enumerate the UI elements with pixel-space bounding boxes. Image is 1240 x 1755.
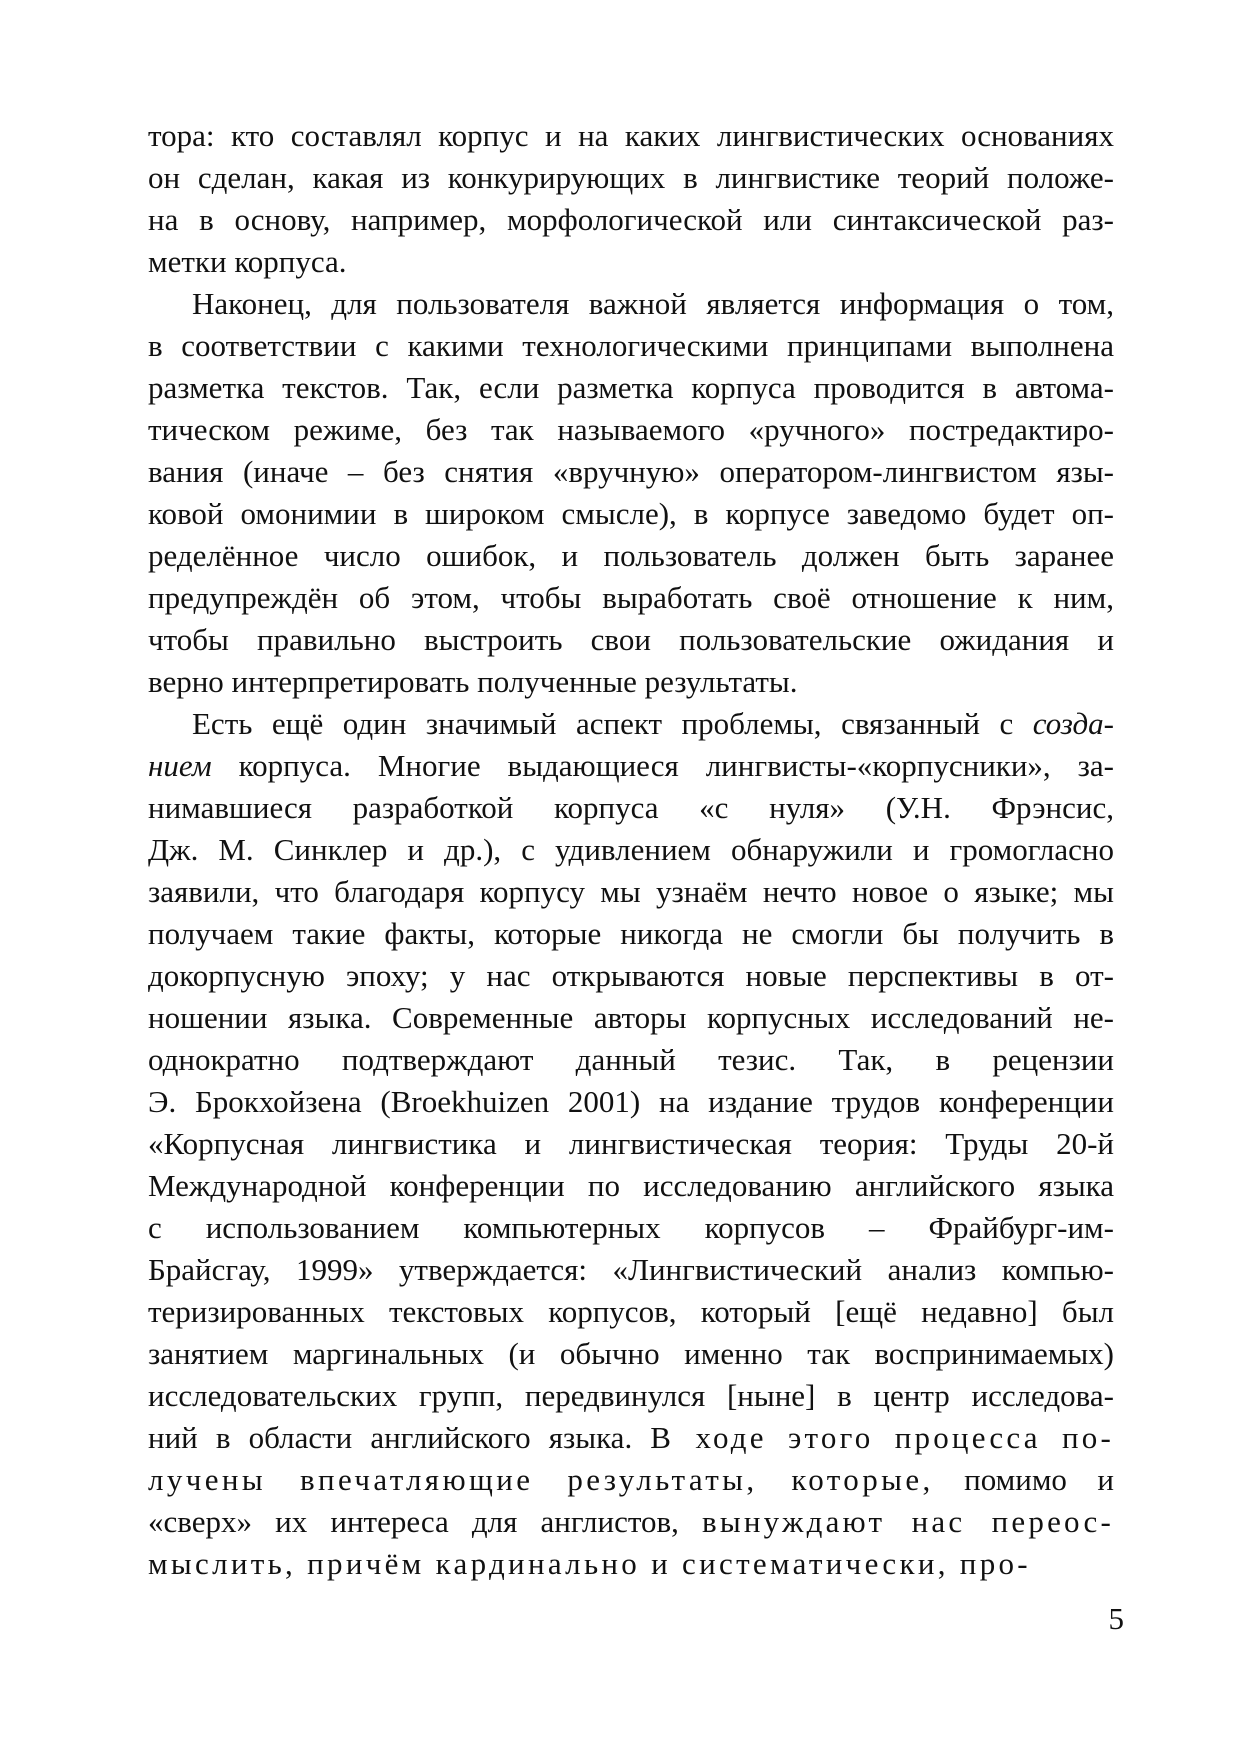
- text-line: [148, 1501, 1114, 1543]
- text-line: занятием маргинальных (и обычно именно так воспринимаемых): [148, 1336, 1114, 1371]
- text-line: верно интерпретировать полученные результаты.: [148, 664, 798, 699]
- spaced-text: вынуждают нас переос-: [702, 1504, 1114, 1539]
- text-line: [148, 1417, 1114, 1459]
- text-line: [148, 745, 1114, 787]
- paragraph-first-line: [148, 703, 1114, 745]
- text-line: ковой омонимии в широком смысле), в корпусе заведомо будет оп-: [148, 496, 1114, 531]
- text-line: Э. Брокхойзена (Broekhuizen 2001) на издание трудов конференции: [148, 1084, 1114, 1119]
- line-text: «сверх» их интереса для англистов,: [148, 1504, 703, 1539]
- text-line: исследовательских групп, передвинулся [ныне] в центр исследова-: [148, 1378, 1114, 1413]
- text-line: [148, 1543, 1114, 1585]
- page-number: 5: [1108, 1601, 1124, 1636]
- text-line: ределённое число ошибок, и пользователь должен быть заранее: [148, 538, 1114, 573]
- spaced-text: мыслить, причём кардинально и систематически, про-: [148, 1546, 1031, 1581]
- text-line: ношении языка. Современные авторы корпусных исследований не-: [148, 1000, 1114, 1035]
- text-line: Дж. М. Синклер и др.), с удивлением обнаружили и громогласно: [148, 832, 1114, 867]
- text-line: получаем такие факты, которые никогда не смогли бы получить в: [148, 916, 1114, 951]
- text-line: чтобы правильно выстроить свои пользовательские ожидания и: [148, 622, 1114, 657]
- text-line: [148, 1459, 1114, 1501]
- spaced-text: В ходе этого процесса по-: [650, 1420, 1114, 1455]
- text-line: он сделан, какая из конкурирующих в лингвистике теорий положе-: [148, 160, 1114, 195]
- text-line: в соответствии с какими технологическими принципами выполнена: [148, 328, 1114, 363]
- line-text: Есть ещё один значимый аспект проблемы, связанный с: [192, 706, 1033, 741]
- text-line: однократно подтверждают данный тезис. Так, в рецензии: [148, 1042, 1114, 1077]
- italic-text: нием: [148, 748, 212, 783]
- text-line: заявили, что благодаря корпусу мы узнаём нечто новое о языке; мы: [148, 874, 1114, 909]
- text-line: тора: кто составлял корпус и на каких лингвистических основаниях: [148, 118, 1114, 153]
- spaced-text: лучены впечатляющие результаты, которые,: [148, 1462, 934, 1497]
- paragraph-first-line: Наконец, для пользователя важной является информация о том,: [192, 286, 1114, 321]
- line-text: ний в области английского языка.: [148, 1420, 651, 1455]
- text-line: докорпусную эпоху; у нас открываются новые перспективы в от-: [148, 958, 1114, 993]
- text-line: метки корпуса.: [148, 244, 347, 279]
- text-line: разметка текстов. Так, если разметка корпуса проводится в автома-: [148, 370, 1114, 405]
- body-text: [148, 115, 1114, 1585]
- text-line: Брайсгау, 1999» утверждается: «Лингвистический анализ компью-: [148, 1252, 1114, 1287]
- text-line: нимавшиеся разработкой корпуса «с нуля» (У.Н. Фрэнсис,: [148, 790, 1114, 825]
- text-line: теризированных текстовых корпусов, который [ещё недавно] был: [148, 1294, 1114, 1329]
- text-line: предупреждён об этом, чтобы выработать своё отношение к ним,: [148, 580, 1114, 615]
- text-line: тическом режиме, без так называемого «ручного» постредактиро-: [148, 412, 1114, 447]
- italic-text: созда-: [1032, 706, 1114, 741]
- text-line: вания (иначе – без снятия «вручную» оператором-лингвистом язы-: [148, 454, 1114, 489]
- text-line: Международной конференции по исследованию английского языка: [148, 1168, 1114, 1203]
- text-line: «Корпусная лингвистика и лингвистическая теория: Труды 20-й: [148, 1126, 1114, 1161]
- text-line: с использованием компьютерных корпусов – Фрайбург-им-: [148, 1210, 1114, 1245]
- text-line: на в основу, например, морфологической или синтаксической раз-: [148, 202, 1114, 237]
- line-text: корпуса. Многие выдающиеся лингвисты-«корпусники», за-: [211, 748, 1114, 783]
- line-text: помимо и: [933, 1462, 1114, 1497]
